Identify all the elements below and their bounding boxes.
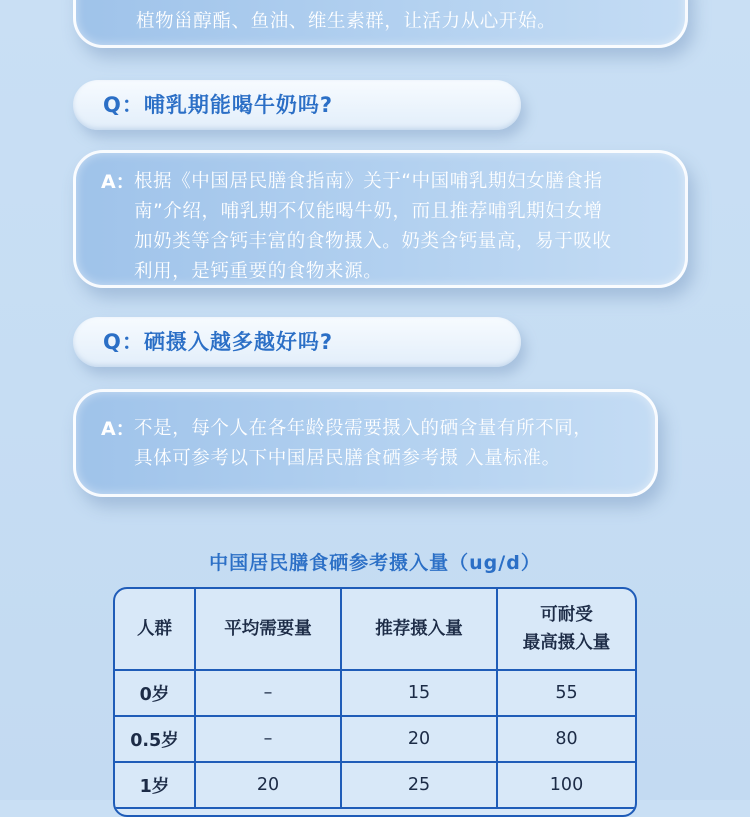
- answer-line: 南”介绍，哺乳期不仅能喝牛奶，而且推荐哺乳期妇女增: [134, 201, 603, 222]
- header-ul-line: 最高摄入量: [522, 633, 611, 653]
- table-cell: 0.5岁: [115, 716, 195, 762]
- table-cell: –: [195, 716, 341, 762]
- answer-line: 加奶类等含钙丰富的食物摄入。奶类含钙量高，易于吸收: [134, 231, 612, 252]
- answer-label: A：: [101, 418, 135, 440]
- answer-card-selenium: [73, 389, 658, 497]
- table-cell: 0岁: [115, 670, 195, 716]
- table-row: [115, 762, 635, 808]
- selenium-intake-table: [113, 587, 637, 817]
- table-cell: 55: [497, 670, 635, 716]
- table-cell: 80: [497, 716, 635, 762]
- header-ul-line: 可耐受: [540, 605, 593, 625]
- header-group: 人群: [115, 589, 195, 670]
- table-title: 中国居民膳食硒参考摄入量（ug/d）: [209, 552, 541, 574]
- header-ear: 平均需要量: [195, 589, 341, 670]
- question-text: Q：硒摄入越多越好吗?: [103, 330, 334, 354]
- table-row: [115, 670, 635, 716]
- table-cell: 20: [341, 716, 497, 762]
- answer-line: 不是，每个人在各年龄段需要摄入的硒含量有所不同，: [134, 418, 593, 439]
- table-cell: 20: [195, 762, 341, 808]
- answer-text: [134, 414, 635, 474]
- table-header-row: [115, 589, 635, 670]
- header-ul: [497, 589, 635, 670]
- answer-line: 根据《中国居民膳食指南》关于“中国哺乳期妇女膳食指: [134, 171, 603, 192]
- answer-card-milk: [73, 150, 688, 288]
- answer-text: 植物甾醇酯、鱼油、维生素群，让活力从心开始。: [136, 11, 557, 32]
- question-card-milk: [73, 80, 521, 130]
- table-cell: 1岁: [115, 762, 195, 808]
- answer-line: 具体可参考以下中国居民膳食硒参考摄 入量标准。: [134, 448, 561, 469]
- table-cell: 25: [341, 762, 497, 808]
- answer-line: 利用，是钙重要的食物来源。: [134, 261, 383, 282]
- answer-label: A：: [101, 171, 135, 193]
- question-text: Q：哺乳期能喝牛奶吗?: [103, 93, 334, 117]
- answer-text: [134, 167, 665, 287]
- question-card-selenium: [73, 317, 521, 367]
- header-rni: 推荐摄入量: [341, 589, 497, 670]
- table-cell: 100: [497, 762, 635, 808]
- table-cell: 15: [341, 670, 497, 716]
- table-cell: –: [195, 670, 341, 716]
- answer-card-previous: [73, 0, 688, 48]
- table-row: [115, 716, 635, 762]
